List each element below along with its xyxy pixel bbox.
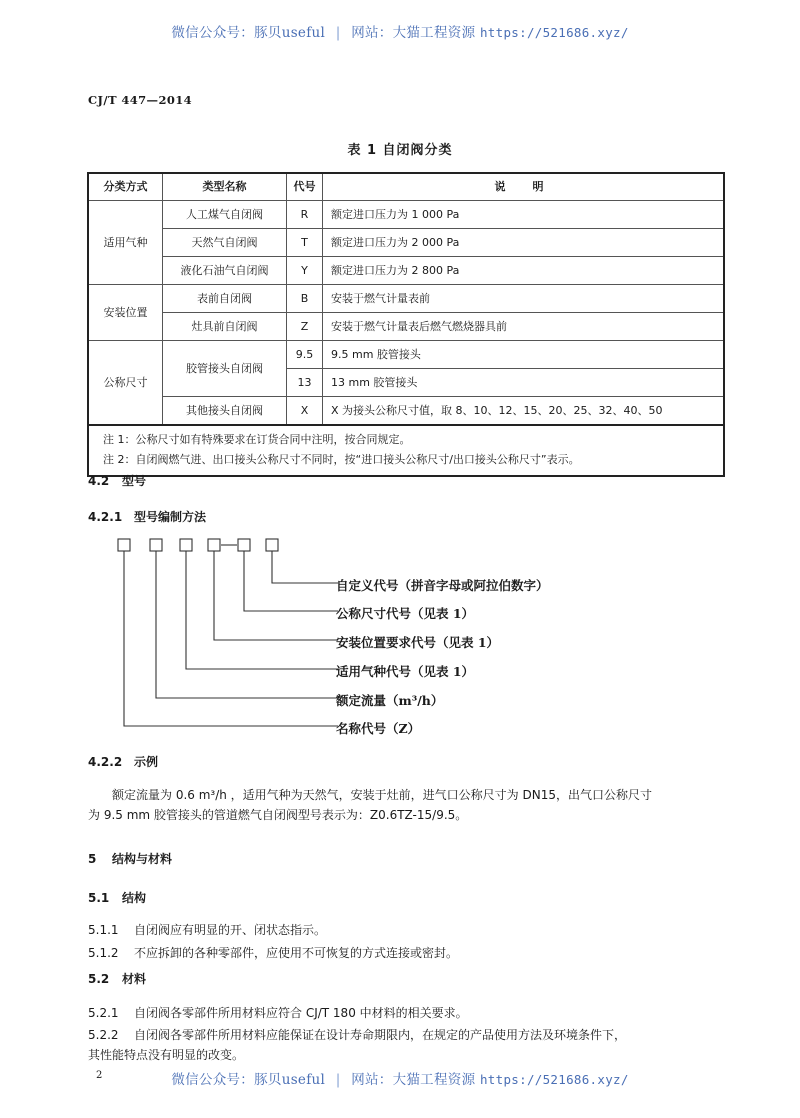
table-caption: 表 1 自闭阀分类 [347, 143, 453, 158]
paragraph-5-2-1 [88, 1004, 468, 1023]
table-row [88, 285, 724, 313]
type-code: Y [287, 257, 323, 285]
watermark-top [0, 21, 800, 41]
heading-5 [88, 850, 172, 867]
heading-4-2-1-title: 型号编制方法 [134, 510, 207, 524]
model-box-5 [238, 539, 250, 551]
type-code: Z [287, 313, 323, 341]
paragraph-5-2-2-text: 自闭阀各零部件所用材料应能保证在设计寿命期限内，在规定的产品使用方法及环境条件下， [134, 1028, 627, 1042]
paragraph-5-1-1-number: 5.1.1 [88, 923, 119, 937]
watermark-site-label: 网站：大猫工程资源 [351, 25, 476, 41]
watermark-bottom [0, 1068, 800, 1088]
diagram-label-nominal-size-code: 公称尺寸代号（见表 1） [336, 606, 475, 621]
heading-4-2-number: 4.2 [88, 474, 110, 488]
watermark-wechat-label: 微信公众号：豚贝useful [171, 25, 326, 41]
type-description: 额定进口压力为 2 000 Pa [323, 229, 725, 257]
type-name: 液化石油气自闭阀 [163, 257, 287, 285]
heading-5-2 [88, 970, 146, 987]
type-description: 9.5 mm 胶管接头 [323, 341, 725, 369]
type-name: 胶管接头自闭阀 [163, 341, 287, 397]
paragraph-5-1-1-text: 自闭阀应有明显的开、闭状态指示。 [134, 923, 327, 937]
table-row [88, 397, 724, 426]
paragraph-4-2-2-line-2: 为 9.5 mm 胶管接头的管道燃气自闭阀型号表示为：Z0.6TZ-15/9.5。 [88, 808, 468, 822]
heading-5-1 [88, 889, 146, 906]
type-description: 13 mm 胶管接头 [323, 369, 725, 397]
heading-5-2-title: 材料 [122, 972, 147, 986]
heading-5-title: 结构与材料 [112, 852, 173, 866]
heading-5-1-title: 结构 [122, 891, 147, 905]
heading-4-2-2-number: 4.2.2 [88, 755, 123, 769]
table-notes-row [88, 425, 724, 476]
model-box-4 [208, 539, 220, 551]
heading-5-number: 5 [88, 852, 97, 866]
table-row [88, 201, 724, 229]
type-name: 灶具前自闭阀 [163, 313, 287, 341]
heading-4-2-title: 型号 [122, 474, 147, 488]
paragraph-5-1-1 [88, 921, 326, 940]
paragraph-5-1-2-number: 5.1.2 [88, 946, 119, 960]
watermark-separator: | [335, 1072, 341, 1088]
page-number: 2 [96, 1070, 103, 1081]
group-method-install-position: 安装位置 [88, 285, 163, 341]
model-box-3 [180, 539, 192, 551]
type-name: 天然气自闭阀 [163, 229, 287, 257]
heading-4-2 [88, 472, 146, 489]
paragraph-5-2-1-number: 5.2.1 [88, 1006, 119, 1020]
table-body [88, 201, 724, 476]
type-name: 人工煤气自闭阀 [163, 201, 287, 229]
type-description: 安装于燃气计量表前 [323, 285, 725, 313]
type-code: R [287, 201, 323, 229]
type-code: 13 [287, 369, 323, 397]
heading-4-2-1-number: 4.2.1 [88, 510, 123, 524]
diagram-label-custom-code: 自定义代号（拼音字母或阿拉伯数字） [336, 578, 549, 593]
table-head [88, 173, 724, 201]
col-header-code: 代号 [287, 173, 323, 201]
paragraph-5-2-1-text: 自闭阀各零部件所用材料应符合 CJ/T 180 中材料的相关要求。 [134, 1006, 468, 1020]
watermark-url: https://521686.xyz/ [479, 25, 629, 40]
model-box-6 [266, 539, 278, 551]
type-name: 其他接头自闭阀 [163, 397, 287, 426]
table-header-row [88, 173, 724, 201]
table-row [88, 229, 724, 257]
heading-5-2-number: 5.2 [88, 972, 110, 986]
type-description: 额定进口压力为 2 800 Pa [323, 257, 725, 285]
heading-4-2-2-title: 示例 [134, 755, 159, 769]
type-code: B [287, 285, 323, 313]
type-description: 额定进口压力为 1 000 Pa [323, 201, 725, 229]
paragraph-4-2-2-line-1: 额定流量为 0.6 m³/h ，适用气种为天然气，安装于灶前，进气口公称尺寸为 DN15，出气口公称尺寸 [112, 788, 652, 802]
paragraph-5-1-2-text: 不应拆卸的各种零部件，应使用不可恢复的方式连接或密封。 [134, 946, 459, 960]
table-note-1: 注 1：公称尺寸如有特殊要求在订货合同中注明，按合同规定。 [103, 433, 411, 446]
heading-4-2-1 [88, 508, 206, 525]
watermark-site-label: 网站：大猫工程资源 [351, 1072, 476, 1088]
type-code: X [287, 397, 323, 426]
group-method-nominal-size: 公称尺寸 [88, 341, 163, 426]
paragraph-5-2-2-number: 5.2.2 [88, 1028, 119, 1042]
col-header-type-name: 类型名称 [163, 173, 287, 201]
paragraph-5-1-2 [88, 944, 458, 963]
type-description: 安装于燃气计量表后燃气燃烧器具前 [323, 313, 725, 341]
watermark-separator: | [335, 25, 341, 41]
type-code: 9.5 [287, 341, 323, 369]
group-method-gas-type: 适用气种 [88, 201, 163, 285]
type-name: 表前自闭阀 [163, 285, 287, 313]
table-notes [88, 425, 724, 476]
diagram-label-rated-flow: 额定流量（m³/h） [336, 693, 444, 708]
type-code: T [287, 229, 323, 257]
model-box-1 [118, 539, 130, 551]
table-note-2: 注 2：自闭阀燃气进、出口接头公称尺寸不同时，按“进口接头公称尺寸/出口接头公称尺寸”表示。 [103, 453, 580, 467]
col-header-description: 说 明 [323, 173, 725, 201]
table-row [88, 313, 724, 341]
paragraph-5-2-2-continued: 其性能特点没有明显的改变。 [88, 1048, 245, 1062]
watermark-url: https://521686.xyz/ [479, 1072, 629, 1087]
watermark-wechat-label: 微信公众号：豚贝useful [171, 1072, 326, 1088]
heading-4-2-2 [88, 753, 158, 770]
classification-table [87, 172, 725, 477]
table-row [88, 341, 724, 369]
diagram-label-install-position-code: 安装位置要求代号（见表 1） [336, 635, 500, 650]
model-box-2 [150, 539, 162, 551]
heading-5-1-number: 5.1 [88, 891, 110, 905]
diagram-label-gas-type-code: 适用气种代号（见表 1） [336, 664, 475, 679]
standard-code: CJ/T 447—2014 [88, 93, 193, 107]
col-header-method: 分类方式 [88, 173, 163, 201]
type-description: X 为接头公称尺寸值，取 8、10、12、15、20、25、32、40、50 [323, 397, 725, 426]
table-row [88, 257, 724, 285]
diagram-label-name-code: 名称代号（Z） [336, 721, 421, 736]
paragraph-5-2-2 [88, 1026, 626, 1045]
model-designation-diagram [88, 535, 708, 745]
